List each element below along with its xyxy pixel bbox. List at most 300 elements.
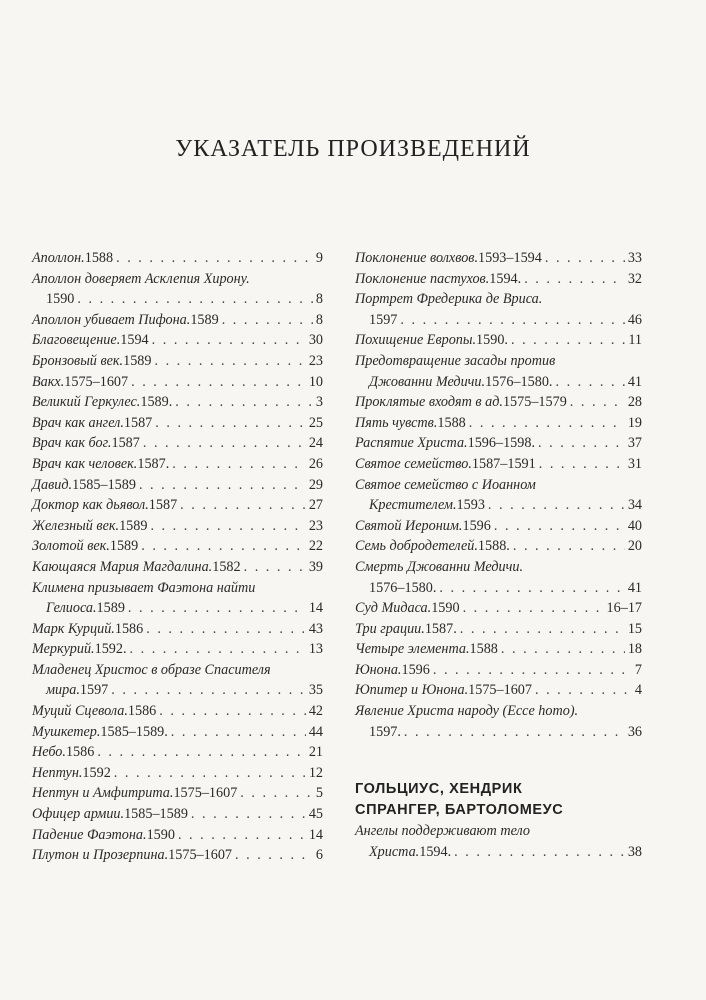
entry-title: Великий Геркулес. xyxy=(32,394,141,411)
entry-title: Аполлон убивает Пифона. xyxy=(32,311,191,328)
entry-year: 1590 xyxy=(431,600,460,617)
index-list-right xyxy=(355,248,642,742)
entry-line xyxy=(32,763,323,784)
entry-title: Муций Сцевола. xyxy=(32,703,128,720)
entry-year: 1575–1607 xyxy=(173,785,238,802)
entry-title: Железный век. xyxy=(32,517,120,534)
index-entry xyxy=(355,536,642,557)
entry-year: 1593–1594 xyxy=(478,250,542,266)
dot-leader xyxy=(235,845,313,866)
page-number: 45 xyxy=(308,806,323,823)
section-heading-line-2: СПРАНГЕР, БАРТОЛОМЕУС xyxy=(355,802,564,819)
entry-title: Поклонение пастухов. xyxy=(355,270,490,287)
index-entry xyxy=(32,310,323,331)
entry-title: Бронзовый век. xyxy=(32,352,124,369)
index-entry xyxy=(355,433,642,454)
entry-title: Нептун. xyxy=(32,764,83,781)
page-number: 23 xyxy=(308,517,323,534)
entry-title: Предотвращение засады против xyxy=(355,352,556,369)
entry-line xyxy=(32,578,323,599)
entry-year: 1586 xyxy=(114,620,144,637)
entry-title: Марк Курций. xyxy=(32,620,115,637)
entry-title: Четыре элемента. xyxy=(355,641,470,658)
entry-year: 1575–1607 xyxy=(64,373,129,390)
entry-title: Благовещение. xyxy=(32,332,121,349)
entry-title: Врач как ангел. xyxy=(32,414,124,431)
entry-line xyxy=(355,578,642,599)
index-list-section2 xyxy=(355,821,642,862)
entry-year: 1586 xyxy=(127,703,157,720)
entry-year: 1582 xyxy=(212,558,241,575)
entry-title: Явление Христа народу (Ecce homo). xyxy=(355,703,579,720)
entry-title: Смерть Джованни Медичи. xyxy=(355,558,524,575)
index-entry xyxy=(355,475,642,516)
index-entry xyxy=(32,372,323,393)
page-number: 41 xyxy=(627,579,642,596)
entry-title: Доктор как дьявол. xyxy=(32,497,149,514)
dot-leader xyxy=(570,392,625,413)
entry-year: 1587. xyxy=(424,620,457,637)
entry-line xyxy=(32,289,323,310)
index-entry xyxy=(355,701,642,742)
entry-year: 1587 xyxy=(123,414,153,431)
entry-title: Три грации. xyxy=(355,620,425,637)
entry-year: 1594. xyxy=(489,270,522,287)
index-entry xyxy=(32,763,323,784)
index-entry xyxy=(32,783,323,804)
entry-title: Суд Мидаса. xyxy=(355,600,432,617)
entry-line xyxy=(32,413,323,434)
dot-leader xyxy=(545,248,625,269)
entry-line xyxy=(355,495,642,516)
entry-title: Давид. xyxy=(32,476,73,493)
page-number: 6 xyxy=(315,847,323,864)
index-column-left xyxy=(32,248,323,866)
entry-year: 1589. xyxy=(140,394,173,411)
page-number: 41 xyxy=(627,373,642,390)
entry-line xyxy=(32,825,323,846)
index-column-right xyxy=(355,248,642,862)
dot-leader xyxy=(555,372,624,393)
entry-line xyxy=(32,536,323,557)
dot-leader xyxy=(172,454,306,475)
page-number: 13 xyxy=(308,641,323,658)
dot-leader xyxy=(191,804,306,825)
index-entry xyxy=(355,248,642,269)
entry-line xyxy=(32,701,323,722)
page-number: 8 xyxy=(315,291,323,308)
entry-line xyxy=(355,413,642,434)
entry-line xyxy=(32,269,323,290)
entry-line xyxy=(32,680,323,701)
page-number: 23 xyxy=(308,352,323,369)
entry-year: 1597 xyxy=(369,311,398,328)
index-entry xyxy=(32,804,323,825)
entry-year: 1592 xyxy=(82,764,111,781)
entry-title: Падение Фаэтона. xyxy=(32,826,147,843)
page-number: 14 xyxy=(308,600,323,617)
entry-year: 1587 xyxy=(148,497,178,514)
entry-year: 1597 xyxy=(79,682,109,699)
entry-year: 1593 xyxy=(456,497,485,514)
index-entry xyxy=(355,392,642,413)
index-entry xyxy=(355,351,642,392)
page-number: 7 xyxy=(634,661,642,678)
entry-year: 1587–1591 xyxy=(471,455,536,472)
entry-line xyxy=(32,248,323,269)
entry-year: 1585–1589. xyxy=(100,723,168,740)
page-number: 5 xyxy=(315,785,323,802)
dot-leader xyxy=(77,289,313,310)
index-entry xyxy=(32,433,323,454)
page-number: 14 xyxy=(308,826,323,843)
entry-title: Святое семейство с Иоанном xyxy=(355,476,536,493)
entry-year: 1597. xyxy=(369,723,401,740)
entry-line xyxy=(355,475,642,496)
dot-leader xyxy=(152,330,306,351)
index-entry xyxy=(355,821,642,862)
dot-leader xyxy=(433,660,632,681)
index-entry xyxy=(32,722,323,743)
entry-year: 1588 xyxy=(437,414,466,431)
dot-leader xyxy=(404,722,625,743)
entry-line xyxy=(355,639,642,660)
entry-year: 1575–1579 xyxy=(502,394,567,411)
index-entry xyxy=(32,536,323,557)
entry-line xyxy=(32,372,323,393)
entry-line xyxy=(355,722,642,743)
entry-year: 1594 xyxy=(120,332,149,349)
dot-leader xyxy=(146,619,306,640)
entry-line xyxy=(32,804,323,825)
index-entry xyxy=(32,845,323,866)
entry-title: Юнона. xyxy=(355,661,402,678)
page-number: 43 xyxy=(308,620,323,637)
entry-line xyxy=(355,248,642,269)
index-entry xyxy=(32,557,323,578)
entry-year: 1589 xyxy=(190,311,219,328)
entry-line xyxy=(32,433,323,454)
entry-title: Гелиоса. xyxy=(46,600,97,617)
dot-leader xyxy=(141,536,306,557)
dot-leader xyxy=(159,701,306,722)
entry-year: 1592. xyxy=(94,641,127,658)
index-entry xyxy=(32,454,323,475)
entry-line xyxy=(355,454,642,475)
entry-title: Святое семейство. xyxy=(355,455,472,472)
page-number: 15 xyxy=(627,620,642,637)
entry-title: Вакх. xyxy=(32,373,65,390)
dot-leader xyxy=(175,392,313,413)
index-entry xyxy=(355,598,642,619)
entry-line xyxy=(32,639,323,660)
entry-line xyxy=(355,598,642,619)
entry-year: 1590 xyxy=(46,291,75,308)
entry-year: 1575–1607 xyxy=(468,682,532,699)
entry-line xyxy=(355,660,642,681)
index-entry xyxy=(355,413,642,434)
index-entry xyxy=(32,578,323,619)
dot-leader xyxy=(463,598,604,619)
entry-title: Крестителем. xyxy=(369,497,457,514)
entry-title: Офицер армии. xyxy=(32,806,125,823)
entry-title: Золотой век. xyxy=(32,538,110,555)
entry-title: Ангелы поддерживают тело xyxy=(355,823,530,840)
index-entry xyxy=(32,639,323,660)
dot-leader xyxy=(139,475,306,496)
entry-title: Семь добродетелей. xyxy=(355,538,478,555)
page-number: 4 xyxy=(634,682,642,699)
entry-title: Врач как бог. xyxy=(32,435,112,452)
entry-line xyxy=(355,821,642,842)
page-number: 26 xyxy=(308,455,323,472)
page-number: 25 xyxy=(308,414,323,431)
index-entry xyxy=(32,269,323,310)
entry-line xyxy=(32,619,323,640)
dot-leader xyxy=(469,413,625,434)
entry-year: 1575–1607 xyxy=(168,847,232,864)
page-number: 27 xyxy=(308,497,323,514)
dot-leader xyxy=(501,639,625,660)
entry-line xyxy=(355,701,642,722)
page-number: 19 xyxy=(627,414,642,431)
index-entry xyxy=(355,269,642,290)
entry-title: Пять чувств. xyxy=(355,414,438,431)
entry-title: Мушкетер. xyxy=(32,723,101,740)
index-entry xyxy=(32,392,323,413)
entry-title: Портрет Фредерика де Вриса. xyxy=(355,291,543,308)
page-number: 29 xyxy=(308,476,323,493)
index-entry xyxy=(355,557,642,598)
dot-leader xyxy=(178,825,306,846)
dot-leader xyxy=(222,310,313,331)
section-goltzius-spranger xyxy=(355,779,642,862)
page-number: 46 xyxy=(627,311,642,328)
page-number: 38 xyxy=(627,843,642,860)
dot-leader xyxy=(494,516,625,537)
entry-title: Аполлон доверяет Асклепия Хирону. xyxy=(32,270,250,287)
entry-year: 1590 xyxy=(146,826,175,843)
page-number: 16–17 xyxy=(606,600,642,617)
entry-line xyxy=(32,845,323,866)
index-entry xyxy=(32,619,323,640)
dot-leader xyxy=(539,454,625,475)
page-number: 28 xyxy=(627,394,642,411)
page-number: 12 xyxy=(308,764,323,781)
entry-line xyxy=(32,330,323,351)
index-entry xyxy=(32,351,323,372)
entry-line xyxy=(32,392,323,413)
dot-leader xyxy=(97,742,305,763)
entry-year: 1596 xyxy=(462,517,491,534)
dot-leader xyxy=(155,413,306,434)
dot-leader xyxy=(116,248,313,269)
index-entry xyxy=(32,330,323,351)
entry-line xyxy=(355,269,642,290)
entry-title: Джованни Медичи. xyxy=(369,373,486,390)
entry-year: 1587 xyxy=(111,435,140,452)
dot-leader xyxy=(154,351,305,372)
page-number: 10 xyxy=(308,373,323,390)
entry-title: Поклонение волхвов. xyxy=(355,250,478,266)
index-entry xyxy=(32,516,323,537)
entry-title: Врач как человек. xyxy=(32,455,138,472)
index-entry xyxy=(355,330,642,351)
index-entry xyxy=(355,619,642,640)
dot-leader xyxy=(513,536,625,557)
index-entry xyxy=(355,680,642,701)
index-entry xyxy=(32,475,323,496)
dot-leader xyxy=(114,763,306,784)
entry-line xyxy=(32,783,323,804)
index-entry xyxy=(355,660,642,681)
page-number: 32 xyxy=(627,270,642,287)
dot-leader xyxy=(535,680,632,701)
dot-leader xyxy=(400,310,624,331)
dot-leader xyxy=(488,495,625,516)
page-number: 3 xyxy=(315,394,323,411)
entry-title: Юпитер и Юнона. xyxy=(355,682,469,699)
page-number: 44 xyxy=(308,723,323,740)
index-entry xyxy=(355,639,642,660)
entry-title: Кающаяся Мария Магдалина. xyxy=(32,558,213,575)
entry-title: Меркурий. xyxy=(32,641,95,658)
dot-leader xyxy=(538,433,625,454)
index-entry xyxy=(32,413,323,434)
entry-line xyxy=(355,680,642,701)
entry-line xyxy=(32,557,323,578)
entry-year: 1589 xyxy=(119,517,148,534)
entry-title: Христа. xyxy=(369,843,420,860)
index-entry xyxy=(32,495,323,516)
entry-line xyxy=(32,742,323,763)
dot-leader xyxy=(460,619,625,640)
dot-leader xyxy=(128,598,306,619)
entry-line xyxy=(355,392,642,413)
entry-line xyxy=(32,660,323,681)
entry-year: 1586 xyxy=(65,744,95,761)
dot-leader xyxy=(454,842,625,863)
entry-line xyxy=(32,598,323,619)
entry-title: Святой Иероним. xyxy=(355,517,463,534)
page-title: УКАЗАТЕЛЬ ПРОИЗВЕДЕНИЙ xyxy=(175,136,531,162)
dot-leader xyxy=(439,578,624,599)
entry-title: Нептун и Амфитрита. xyxy=(32,785,174,802)
section-heading-line-1: ГОЛЬЦИУС, ХЕНДРИК xyxy=(355,781,523,798)
entry-title: Климена призывает Фаэтона найти xyxy=(32,579,256,596)
entry-title: Похищение Европы. xyxy=(355,332,477,349)
dot-leader xyxy=(511,330,625,351)
page-number: 39 xyxy=(308,558,323,575)
entry-line xyxy=(32,475,323,496)
index-entry xyxy=(32,660,323,701)
index-entry xyxy=(32,742,323,763)
page-number: 11 xyxy=(628,332,642,349)
entry-line xyxy=(355,557,642,578)
entry-year: 1590. xyxy=(476,332,508,349)
entry-year: 1588 xyxy=(469,641,498,658)
entry-line xyxy=(355,433,642,454)
page-number: 35 xyxy=(308,682,323,699)
page-number: 40 xyxy=(627,517,642,534)
entry-line xyxy=(355,842,642,863)
entry-year: 1588 xyxy=(84,250,114,266)
entry-year: 1589 xyxy=(123,352,152,369)
entry-year: 1596 xyxy=(401,661,430,678)
page-number: 37 xyxy=(627,435,642,452)
entry-year: 1596–1598. xyxy=(467,435,535,452)
page-number: 31 xyxy=(627,455,642,472)
page-number: 9 xyxy=(315,250,323,266)
entry-line xyxy=(32,351,323,372)
entry-line xyxy=(355,289,642,310)
entry-title: Небо. xyxy=(32,744,66,761)
entry-year: 1576–1580. xyxy=(369,579,437,596)
entry-line xyxy=(355,536,642,557)
entry-year: 1589 xyxy=(109,538,139,555)
dot-leader xyxy=(244,557,306,578)
entry-year: 1589 xyxy=(96,600,125,617)
entry-year: 1585–1589 xyxy=(124,806,188,823)
dot-leader xyxy=(240,783,313,804)
entry-line xyxy=(32,310,323,331)
dot-leader xyxy=(130,639,306,660)
index-entry xyxy=(32,248,323,269)
dot-leader xyxy=(180,495,306,516)
entry-line xyxy=(355,619,642,640)
page-number: 36 xyxy=(627,723,642,740)
entry-year: 1587. xyxy=(137,455,170,472)
index-entry xyxy=(32,701,323,722)
page-number: 24 xyxy=(308,435,323,452)
page-number: 18 xyxy=(627,641,642,658)
dot-leader xyxy=(131,372,306,393)
entry-title: Проклятые входят в ад. xyxy=(355,394,503,411)
dot-leader xyxy=(150,516,305,537)
dot-leader xyxy=(143,433,306,454)
entry-title: Аполлон. xyxy=(32,250,85,266)
entry-title: Младенец Христос в образе Спасителя xyxy=(32,661,271,678)
entry-line xyxy=(355,351,642,372)
index-entry xyxy=(32,825,323,846)
page-number: 22 xyxy=(308,538,323,555)
page-number: 42 xyxy=(308,703,323,720)
index-entry xyxy=(355,516,642,537)
entry-title: Плутон и Прозерпина. xyxy=(32,847,169,864)
entry-line xyxy=(32,722,323,743)
entry-line xyxy=(355,330,642,351)
entry-line xyxy=(32,516,323,537)
page-number: 8 xyxy=(315,311,323,328)
index-entry xyxy=(355,289,642,330)
dot-leader xyxy=(111,680,306,701)
dot-leader xyxy=(171,722,306,743)
entry-year: 1585–1589 xyxy=(72,476,136,493)
entry-line xyxy=(32,454,323,475)
dot-leader xyxy=(524,269,625,290)
page-number: 33 xyxy=(627,250,642,266)
page-number: 20 xyxy=(627,538,642,555)
entry-year: 1588. xyxy=(477,538,510,555)
entry-year: 1594. xyxy=(419,843,452,860)
entry-year: 1576–1580. xyxy=(485,373,553,390)
entry-line xyxy=(355,372,642,393)
entry-line xyxy=(32,495,323,516)
entry-title: мира. xyxy=(46,682,80,699)
entry-title: Распятие Христа. xyxy=(355,435,468,452)
index-entry xyxy=(355,454,642,475)
entry-line xyxy=(355,516,642,537)
